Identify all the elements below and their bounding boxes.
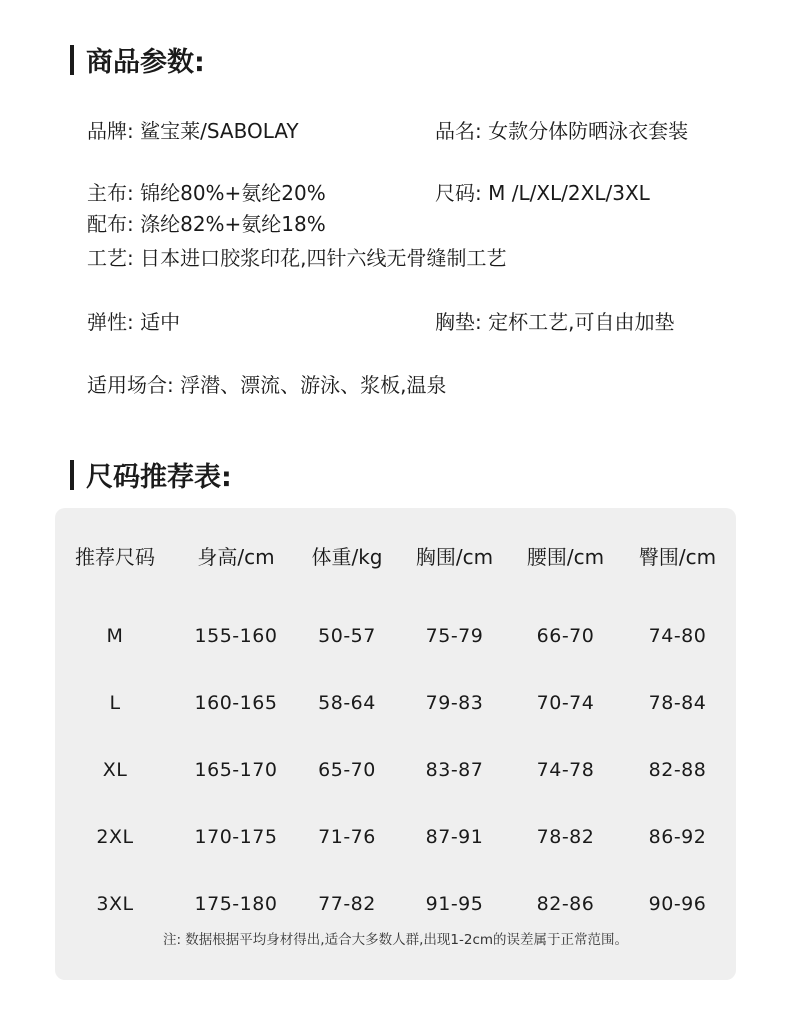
param-elasticity: 弹性: 适中 [87, 310, 181, 334]
cell-waist: 78-82 [536, 825, 595, 848]
table-row [55, 736, 736, 803]
header-hip: 臀围/cm [638, 544, 717, 569]
cell-weight: 50-57 [318, 624, 376, 647]
param-main-fabric: 主布: 锦纶80%+氨纶20% [87, 181, 326, 205]
header-height: 身高/cm [197, 544, 275, 569]
cell-height: 170-175 [194, 825, 278, 848]
cell-hip: 86-92 [648, 825, 707, 848]
cell-weight: 71-76 [318, 825, 376, 848]
table-row [55, 669, 736, 736]
cell-hip: 78-84 [648, 691, 707, 714]
cell-height: 155-160 [194, 624, 278, 647]
param-product-name: 品名: 女款分体防晒泳衣套装 [435, 119, 689, 143]
cell-waist: 66-70 [536, 624, 595, 647]
size-chart-table [55, 508, 736, 937]
size-chart-note: 注: 数据根据平均身材得出,适合大多数人群,出现1-2cm的误差属于正常范围。 [162, 932, 629, 948]
cell-waist: 74-78 [536, 758, 595, 781]
table-row [55, 602, 736, 669]
param-brand: 品牌: 鲨宝莱/SABOLAY [87, 119, 299, 143]
size-chart-header-row [55, 508, 736, 602]
cell-weight: 58-64 [318, 691, 376, 714]
param-size: 尺码: M /L/XL/2XL/3XL [435, 181, 650, 205]
cell-hip: 74-80 [648, 624, 707, 647]
params-heading [70, 40, 205, 79]
cell-hip: 82-88 [648, 758, 707, 781]
size-heading-text: 尺码推荐表: [86, 462, 232, 493]
cell-height: 165-170 [194, 758, 278, 781]
header-chest: 胸围/cm [415, 544, 494, 569]
cell-chest: 91-95 [425, 892, 484, 915]
cell-height: 175-180 [194, 892, 278, 915]
param-chest-pad: 胸垫: 定杯工艺,可自由加垫 [435, 310, 675, 334]
cell-chest: 83-87 [425, 758, 484, 781]
header-weight: 体重/kg [311, 544, 383, 569]
cell-waist: 82-86 [536, 892, 595, 915]
cell-waist: 70-74 [536, 691, 595, 714]
size-heading [70, 455, 232, 494]
cell-height: 160-165 [194, 691, 278, 714]
table-row [55, 870, 736, 937]
cell-chest: 87-91 [425, 825, 484, 848]
cell-size: 3XL [96, 892, 134, 915]
heading-accent-bar [70, 45, 74, 75]
cell-weight: 77-82 [318, 892, 376, 915]
cell-chest: 75-79 [425, 624, 484, 647]
params-heading-text: 商品参数: [86, 47, 205, 78]
cell-weight: 65-70 [318, 758, 376, 781]
header-size: 推荐尺码 [75, 544, 155, 569]
param-craft: 工艺: 日本进口胶浆印花,四针六线无骨缝制工艺 [87, 246, 507, 270]
param-occasions: 适用场合: 浮潜、漂流、游泳、浆板,温泉 [87, 373, 447, 397]
heading-accent-bar [70, 460, 74, 490]
cell-size: M [106, 624, 124, 647]
table-row [55, 803, 736, 870]
cell-size: L [109, 691, 121, 714]
header-waist: 腰围/cm [526, 544, 605, 569]
cell-chest: 79-83 [425, 691, 484, 714]
cell-hip: 90-96 [648, 892, 707, 915]
cell-size: 2XL [96, 825, 134, 848]
param-lining: 配布: 涤纶82%+氨纶18% [87, 212, 326, 236]
size-chart-panel [55, 508, 736, 980]
cell-size: XL [102, 758, 128, 781]
